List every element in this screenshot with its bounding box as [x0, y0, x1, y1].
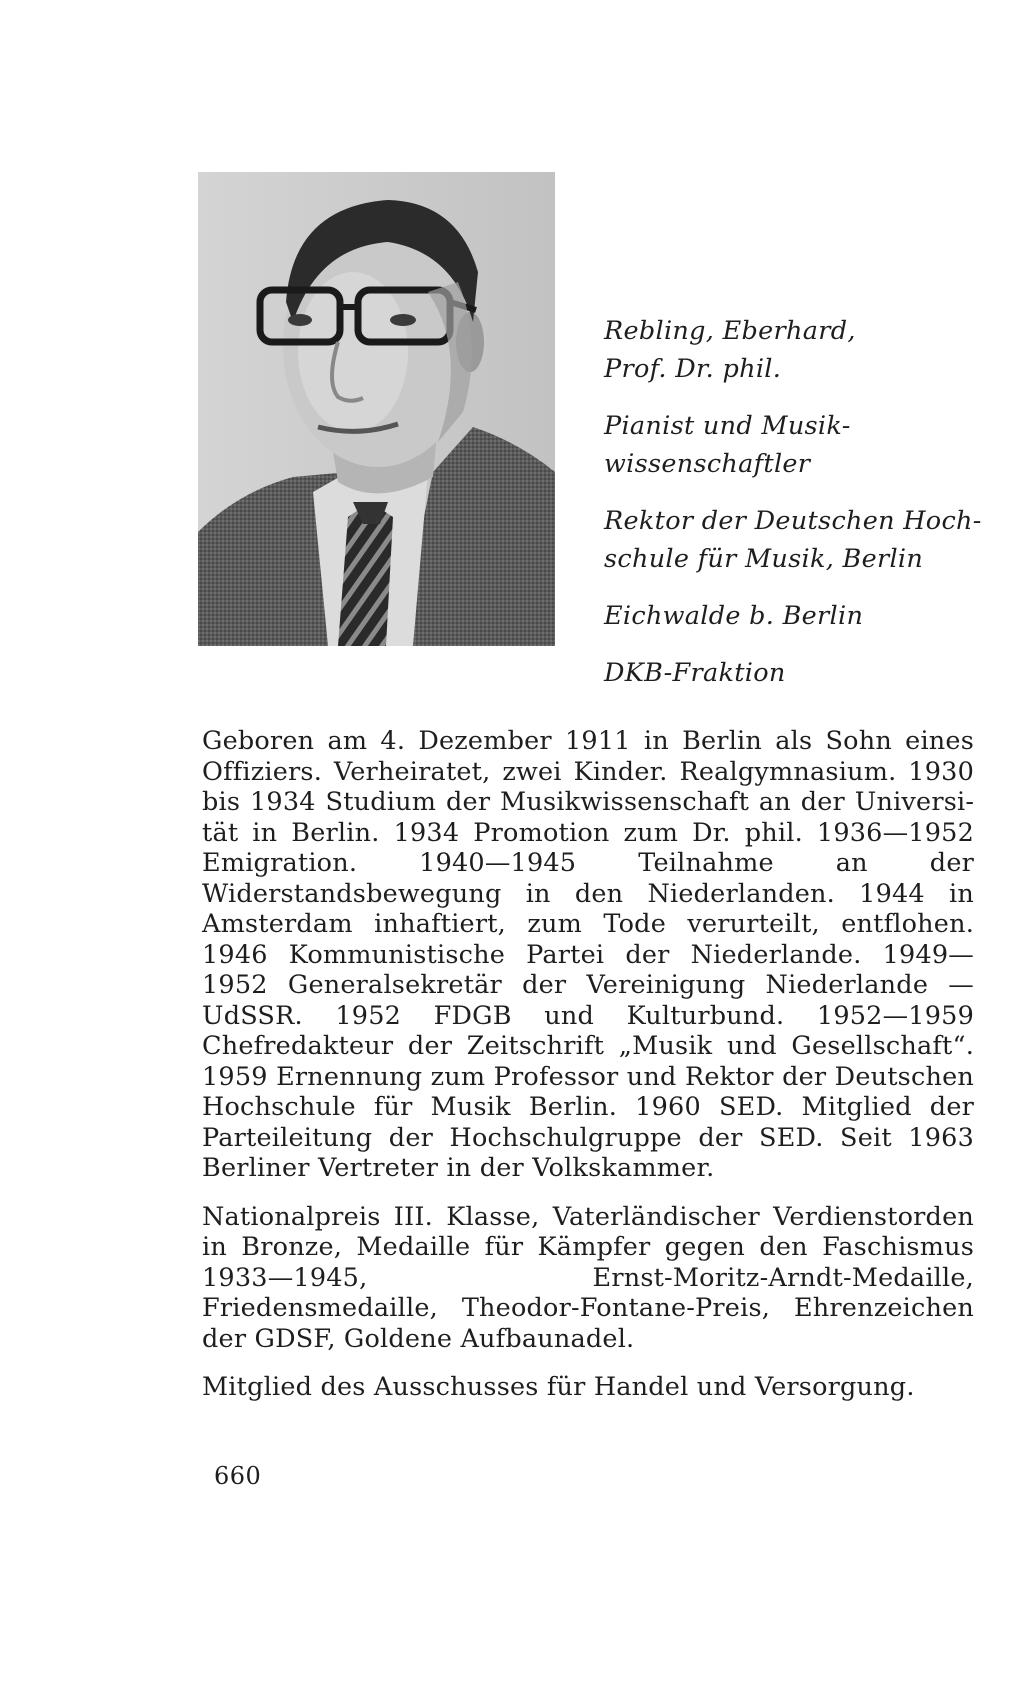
portrait-illustration: [198, 172, 555, 646]
biography: [202, 726, 974, 1421]
person-faction: DKB-Fraktion: [604, 658, 786, 688]
awards-paragraph: Nationalpreis III. Klasse, Vaterländischer Verdienstorden in Bronze, Medaille für Kämpfer gegen den Faschismus 1933—1945, Ernst-Moritz-Arndt-Medaille, Friedensmedaille, Theodor-Fontane-Preis, Ehrenzeichen der GDSF, Goldene Aufbaunadel.: [202, 1201, 974, 1354]
page-number: 660: [214, 1462, 262, 1490]
portrait-photo: [198, 172, 555, 646]
person-profession: Pianist und Musik- wissenschaftler: [604, 411, 851, 479]
person-name: Rebling, Eberhard,: [604, 316, 856, 346]
person-info: [604, 312, 984, 711]
committee-paragraph: Mitglied des Ausschusses für Handel und Versorgung.: [202, 1372, 915, 1402]
person-position: Rektor der Deutschen Hoch- schule für Musik, Berlin: [604, 506, 982, 574]
biography-paragraph: Geboren am 4. Dezember 1911 in Berlin als Sohn eines Offiziers. Verheiratet, zwei Kinder. Realgymnasium. 1930 bis 1934 Studium der Musikwissenschaft an der Universität in Berlin. 1934 Promotion zum Dr. phil. 1936—1952 Emigration. 1940—1945 Teilnahme an der Widerstandsbewegung in den Niederlanden. 1944 in Amsterdam inhaftiert, zum Tode verurteilt, entflohen. 1946 Kommunistische Partei der Niederlande. 1949—1952 Generalsekretär der Vereinigung Niederlande — UdSSR. 1952 FDGB und Kulturbund. 1952—1959 Chefredakteur der Zeitschrift „Musik und Gesellschaft“. 1959 Ernennung zum Professor und Rektor der Deutschen Hochschule für Musik Berlin. 1960 SED. Mitglied der Parteileitung der Hochschulgruppe der SED. Seit 1963 Berliner Vertreter in der Volkskammer.: [202, 726, 974, 1183]
person-residence: Eichwalde b. Berlin: [604, 601, 864, 631]
person-title: Prof. Dr. phil.: [604, 354, 782, 384]
